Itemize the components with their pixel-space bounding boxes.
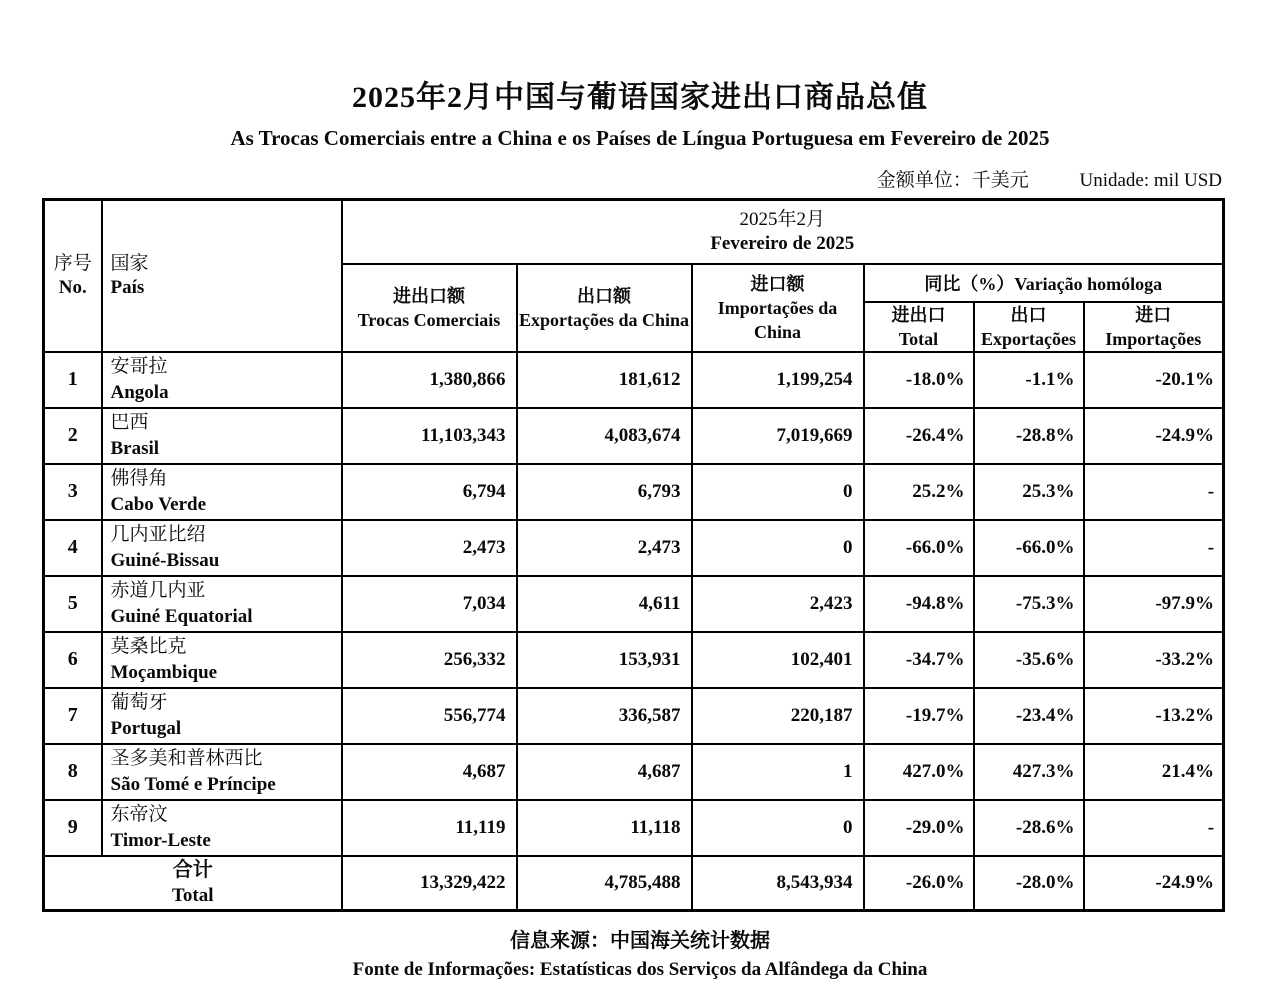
header-row-period bbox=[44, 200, 1224, 264]
exports-value: 4,687 bbox=[517, 744, 692, 800]
imports-value: 0 bbox=[692, 520, 864, 576]
total-yoy-exports-value: -28.0% bbox=[974, 856, 1084, 911]
header-period bbox=[342, 200, 1224, 264]
trade-value: 6,794 bbox=[342, 464, 517, 520]
yoy-total-value: -66.0% bbox=[864, 520, 974, 576]
total-imports-value: 8,543,934 bbox=[692, 856, 864, 911]
header-yoy-total bbox=[864, 302, 974, 352]
country-cell bbox=[102, 352, 342, 408]
country-name-zh: 东帝汶 bbox=[110, 803, 168, 825]
header-yoy: 同比（%）Variação homóloga bbox=[864, 264, 1224, 302]
country-cell bbox=[102, 744, 342, 800]
country-cell bbox=[102, 688, 342, 744]
exports-value: 181,612 bbox=[517, 352, 692, 408]
unit-note-pt: Unidade: mil USD bbox=[1079, 170, 1222, 191]
exports-value: 11,118 bbox=[517, 800, 692, 856]
header-yoy-imports bbox=[1084, 302, 1224, 352]
total-yoy-imports-value: -24.9% bbox=[1084, 856, 1224, 911]
trade-value: 256,332 bbox=[342, 632, 517, 688]
trade-value: 1,380,866 bbox=[342, 352, 517, 408]
table-row-timor-leste bbox=[44, 800, 1224, 856]
country-name-pt: Portugal bbox=[110, 717, 182, 739]
imports-value: 0 bbox=[692, 800, 864, 856]
country-cell bbox=[102, 464, 342, 520]
trade-value: 4,687 bbox=[342, 744, 517, 800]
yoy-imports-value: - bbox=[1084, 520, 1224, 576]
trade-value: 2,473 bbox=[342, 520, 517, 576]
header-col-trade-pt: Trocas Comerciais bbox=[357, 309, 501, 330]
country-name-pt: São Tomé e Príncipe bbox=[110, 773, 276, 795]
country-name-zh: 圣多美和普林西比 bbox=[110, 747, 263, 769]
imports-value: 1,199,254 bbox=[692, 352, 864, 408]
imports-value: 1 bbox=[692, 744, 864, 800]
imports-value: 7,019,669 bbox=[692, 408, 864, 464]
table-row-sao-tome bbox=[44, 744, 1224, 800]
country-name-zh: 巴西 bbox=[110, 411, 149, 433]
header-yoy-total-pt: Total bbox=[898, 328, 939, 349]
table-row-guine-equatorial bbox=[44, 576, 1224, 632]
country-name-zh: 佛得角 bbox=[110, 467, 168, 489]
header-yoy-exports-pt: Exportações bbox=[981, 328, 1076, 349]
yoy-total-value: -94.8% bbox=[864, 576, 974, 632]
yoy-imports-value: 21.4% bbox=[1084, 744, 1224, 800]
header-period-zh: 2025年2月 bbox=[739, 208, 826, 230]
header-col-imports bbox=[692, 264, 864, 352]
header-period-pt: Fevereiro de 2025 bbox=[710, 232, 855, 254]
country-name-pt: Guiné-Bissau bbox=[110, 549, 220, 571]
exports-value: 4,083,674 bbox=[517, 408, 692, 464]
country-name-zh: 几内亚比绍 bbox=[110, 523, 206, 545]
yoy-total-value: -29.0% bbox=[864, 800, 974, 856]
yoy-total-value: -19.7% bbox=[864, 688, 974, 744]
page-title: 2025年2月中国与葡语国家进出口商品总值 bbox=[352, 81, 928, 114]
yoy-total-value: -26.4% bbox=[864, 408, 974, 464]
yoy-imports-value: -33.2% bbox=[1084, 632, 1224, 688]
total-label-pt: Total bbox=[171, 884, 214, 906]
unit-note-zh: 金额单位：千美元 bbox=[876, 170, 1029, 191]
yoy-imports-value: -24.9% bbox=[1084, 408, 1224, 464]
yoy-exports-value: 427.3% bbox=[974, 744, 1084, 800]
header-yoy-imports-zh: 进口 bbox=[1135, 304, 1172, 325]
row-number: 7 bbox=[44, 688, 102, 744]
header-yoy-exports-zh: 出口 bbox=[1010, 304, 1047, 325]
yoy-imports-value: -97.9% bbox=[1084, 576, 1224, 632]
yoy-imports-value: - bbox=[1084, 800, 1224, 856]
row-number: 5 bbox=[44, 576, 102, 632]
imports-value: 2,423 bbox=[692, 576, 864, 632]
total-label-zh: 合计 bbox=[172, 858, 213, 881]
country-name-zh: 赤道几内亚 bbox=[110, 579, 206, 601]
country-name-pt: Guiné Equatorial bbox=[110, 605, 253, 627]
row-number: 3 bbox=[44, 464, 102, 520]
table-row-brasil bbox=[44, 408, 1224, 464]
header-no bbox=[44, 200, 102, 352]
yoy-exports-value: -1.1% bbox=[974, 352, 1084, 408]
table-row-total bbox=[44, 856, 1224, 911]
row-number: 1 bbox=[44, 352, 102, 408]
yoy-exports-value: -66.0% bbox=[974, 520, 1084, 576]
yoy-imports-value: - bbox=[1084, 464, 1224, 520]
header-yoy-exports bbox=[974, 302, 1084, 352]
yoy-total-value: -34.7% bbox=[864, 632, 974, 688]
country-name-pt: Moçambique bbox=[110, 661, 218, 683]
header-col-exports bbox=[517, 264, 692, 352]
header-country-pt: País bbox=[110, 276, 145, 298]
country-name-pt: Cabo Verde bbox=[110, 493, 207, 515]
country-name-pt: Timor-Leste bbox=[110, 829, 211, 851]
yoy-exports-value: -35.6% bbox=[974, 632, 1084, 688]
trade-value: 11,103,343 bbox=[342, 408, 517, 464]
source-note-zh: 信息来源：中国海关统计数据 bbox=[510, 929, 770, 952]
yoy-exports-value: -28.8% bbox=[974, 408, 1084, 464]
table-row-guine-bissau bbox=[44, 520, 1224, 576]
header-yoy-total-zh: 进出口 bbox=[891, 304, 946, 325]
row-number: 4 bbox=[44, 520, 102, 576]
yoy-imports-value: -20.1% bbox=[1084, 352, 1224, 408]
trade-table bbox=[42, 198, 1225, 912]
trade-value: 7,034 bbox=[342, 576, 517, 632]
exports-value: 153,931 bbox=[517, 632, 692, 688]
total-trade-value: 13,329,422 bbox=[342, 856, 517, 911]
header-country bbox=[102, 200, 342, 352]
country-name-zh: 莫桑比克 bbox=[110, 635, 187, 657]
country-name-zh: 安哥拉 bbox=[110, 355, 168, 377]
table-row-cabo-verde bbox=[44, 464, 1224, 520]
yoy-total-value: 25.2% bbox=[864, 464, 974, 520]
exports-value: 6,793 bbox=[517, 464, 692, 520]
yoy-total-value: -18.0% bbox=[864, 352, 974, 408]
country-name-pt: Brasil bbox=[110, 437, 160, 459]
header-yoy-imports-pt: Importações bbox=[1105, 328, 1202, 349]
trade-value: 556,774 bbox=[342, 688, 517, 744]
header-no-zh: 序号 bbox=[53, 252, 92, 274]
country-name-pt: Angola bbox=[110, 381, 169, 403]
country-cell bbox=[102, 576, 342, 632]
yoy-total-value: 427.0% bbox=[864, 744, 974, 800]
country-cell bbox=[102, 632, 342, 688]
exports-value: 2,473 bbox=[517, 520, 692, 576]
header-col-exports-pt: Exportações da China bbox=[518, 309, 689, 330]
imports-value: 220,187 bbox=[692, 688, 864, 744]
country-cell bbox=[102, 520, 342, 576]
table-row-portugal bbox=[44, 688, 1224, 744]
row-number: 8 bbox=[44, 744, 102, 800]
table-row-mocambique bbox=[44, 632, 1224, 688]
header-col-imports-pt: Importações da China bbox=[717, 297, 838, 342]
country-name-zh: 葡萄牙 bbox=[110, 691, 168, 713]
country-cell bbox=[102, 800, 342, 856]
header-col-exports-zh: 出口额 bbox=[577, 285, 631, 306]
trade-value: 11,119 bbox=[342, 800, 517, 856]
exports-value: 4,611 bbox=[517, 576, 692, 632]
yoy-exports-value: -23.4% bbox=[974, 688, 1084, 744]
row-number: 9 bbox=[44, 800, 102, 856]
yoy-imports-value: -13.2% bbox=[1084, 688, 1224, 744]
exports-value: 336,587 bbox=[517, 688, 692, 744]
source-note-pt: Fonte de Informações: Estatísticas dos Serviços da Alfândega da China bbox=[352, 958, 928, 980]
imports-value: 0 bbox=[692, 464, 864, 520]
yoy-exports-value: -28.6% bbox=[974, 800, 1084, 856]
header-country-zh: 国家 bbox=[110, 252, 149, 274]
header-col-trade-zh: 进出口额 bbox=[393, 285, 465, 306]
country-cell bbox=[102, 408, 342, 464]
row-number: 6 bbox=[44, 632, 102, 688]
table-row-angola bbox=[44, 352, 1224, 408]
imports-value: 102,401 bbox=[692, 632, 864, 688]
header-no-pt: No. bbox=[58, 276, 87, 298]
header-col-imports-zh: 进口额 bbox=[750, 273, 805, 294]
row-number: 2 bbox=[44, 408, 102, 464]
yoy-exports-value: -75.3% bbox=[974, 576, 1084, 632]
header-col-trade bbox=[342, 264, 517, 352]
yoy-exports-value: 25.3% bbox=[974, 464, 1084, 520]
total-yoy-total-value: -26.0% bbox=[864, 856, 974, 911]
total-exports-value: 4,785,488 bbox=[517, 856, 692, 911]
unit-note bbox=[42, 165, 1222, 192]
total-label bbox=[44, 856, 342, 911]
page-subtitle: As Trocas Comerciais entre a China e os Países de Língua Portuguesa em Fevereiro de 2025 bbox=[230, 126, 1050, 150]
